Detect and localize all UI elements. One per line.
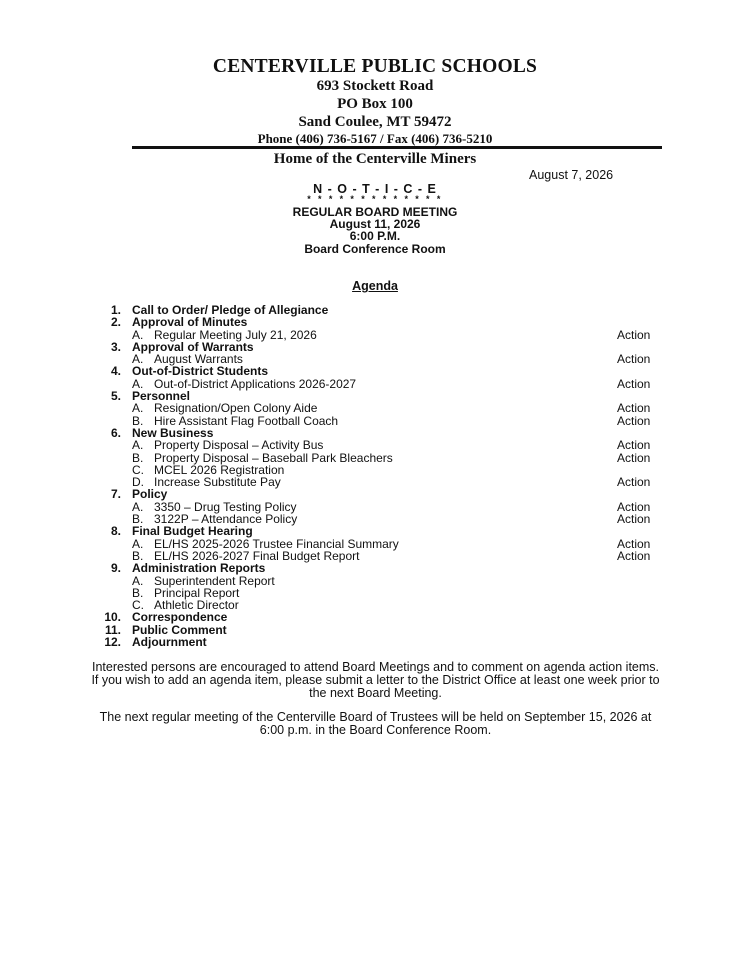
- agenda-item: [100, 488, 660, 500]
- agenda-action-label: Action: [617, 499, 651, 514]
- agenda-subitem-letter: A.: [132, 573, 144, 588]
- agenda-item-number: 2.: [110, 315, 121, 330]
- agenda-subitem-text: Property Disposal – Baseball Park Bleachers: [154, 450, 393, 465]
- agenda-item-title: Administration Reports: [132, 561, 266, 576]
- agenda-subitem-letter: C.: [132, 462, 144, 477]
- agenda-subitem-letter: A.: [132, 352, 144, 367]
- agenda-subitem-text: Increase Substitute Pay: [154, 475, 281, 490]
- agenda-subitem-letter: C.: [132, 598, 144, 613]
- agenda-subitem-text: Athletic Director: [154, 598, 239, 613]
- agenda-subitem: [100, 452, 660, 464]
- agenda-action-label: Action: [617, 536, 651, 551]
- agenda-action-label: Action: [617, 438, 651, 453]
- agenda-subitem-text: Out-of-District Applications 2026-2027: [154, 376, 357, 391]
- agenda-action-label: Action: [617, 475, 651, 490]
- agenda-subitem-letter: B.: [132, 585, 144, 600]
- agenda-item: [100, 611, 660, 623]
- agenda-item-number: 12.: [104, 635, 121, 650]
- agenda-item: [100, 636, 660, 648]
- agenda-subitem: [100, 575, 660, 587]
- agenda-action-label: Action: [617, 413, 651, 428]
- agenda-item-title: Correspondence: [132, 610, 228, 625]
- agenda-item-title: Policy: [132, 487, 168, 502]
- agenda-subitem-text: Superintendent Report: [154, 573, 275, 588]
- agenda-item: [100, 316, 660, 328]
- agenda-subitem-text: Hire Assistant Flag Football Coach: [154, 413, 339, 428]
- agenda-subitem-text: Property Disposal – Activity Bus: [154, 438, 324, 453]
- agenda-item-title: Adjournment: [132, 635, 207, 650]
- city-state-zip: Sand Coulee, MT 59472: [298, 114, 452, 130]
- phone-fax: Phone (406) 736-5167 / Fax (406) 736-5210: [257, 131, 493, 146]
- notice-date: August 7, 2026: [529, 168, 614, 182]
- header-divider: [132, 146, 662, 149]
- next-meeting-note: The next regular meeting of the Centerville Board of Trustees will be held on September 15, 2026 at 6:00 p.m. in the Board Conference Room.: [99, 710, 652, 737]
- meeting-place: Board Conference Room: [304, 242, 446, 256]
- agenda-item-title: New Business: [132, 425, 214, 440]
- agenda-action-label: Action: [617, 401, 651, 416]
- school-motto: Home of the Centerville Miners: [273, 151, 477, 167]
- agenda-heading: Agenda: [352, 279, 398, 293]
- agenda-item-number: 11.: [104, 622, 121, 637]
- agenda-item-number: 7.: [110, 487, 121, 502]
- meeting-time: 6:00 P.M.: [349, 229, 401, 243]
- agenda-subitem: [100, 402, 660, 414]
- agenda-subitem-text: Principal Report: [154, 585, 240, 600]
- agenda-subitem-letter: D.: [132, 475, 144, 490]
- agenda-subitem-text: EL/HS 2026-2027 Final Budget Report: [154, 548, 360, 563]
- agenda-item-number: 6.: [110, 425, 121, 440]
- agenda-action-label: Action: [617, 352, 651, 367]
- attendance-note: Interested persons are encouraged to attend Board Meetings and to comment on agenda action items. If you wish to add an agenda item, please submit a letter to the District Office at least one week prior to the next Board Meeting.: [91, 660, 660, 700]
- agenda-subitem-letter: A.: [132, 438, 144, 453]
- agenda-subitem-letter: A.: [132, 376, 144, 391]
- agenda-subitem-letter: A.: [132, 536, 144, 551]
- agenda-subitem-letter: A.: [132, 327, 144, 342]
- agenda-item-number: 8.: [110, 524, 121, 539]
- agenda-item: [100, 365, 660, 377]
- agenda-item-title: Final Budget Hearing: [132, 524, 253, 539]
- agenda-item-title: Personnel: [132, 389, 191, 404]
- agenda-subitem-letter: A.: [132, 401, 144, 416]
- agenda-subitem-text: MCEL 2026 Registration: [154, 462, 285, 477]
- agenda-subitem-text: EL/HS 2025-2026 Trustee Financial Summary: [154, 536, 399, 551]
- agenda-subitem-text: August Warrants: [154, 352, 243, 367]
- agenda-item-number: 1.: [110, 303, 121, 317]
- agenda-subitem-letter: B.: [132, 548, 144, 563]
- notice-stars: * * * * * * * * * * * * *: [307, 194, 443, 204]
- agenda-item-number: 3.: [110, 339, 121, 354]
- agenda-subitem-text: 3350 – Drug Testing Policy: [154, 499, 297, 514]
- agenda-item-title: Approval of Warrants: [132, 339, 254, 354]
- agenda-subitem-letter: A.: [132, 499, 144, 514]
- agenda-item-number: 4.: [110, 364, 121, 379]
- agenda-action-label: Action: [617, 327, 651, 342]
- agenda-action-label: Action: [617, 376, 651, 391]
- school-name: CENTERVILLE PUBLIC SCHOOLS: [212, 56, 538, 77]
- agenda-item-title: Public Comment: [132, 622, 227, 637]
- agenda-subitem-letter: B.: [132, 450, 144, 465]
- agenda-item-title: Approval of Minutes: [132, 315, 248, 330]
- address-line-1: 693 Stockett Road: [316, 78, 434, 94]
- agenda-action-label: Action: [617, 512, 651, 527]
- agenda-list: [100, 304, 660, 648]
- agenda-item-number: 5.: [110, 389, 121, 404]
- agenda-action-label: Action: [617, 548, 651, 563]
- agenda-item-number: 9.: [110, 561, 121, 576]
- agenda-subitem: [100, 476, 660, 488]
- agenda-subitem-text: Regular Meeting July 21, 2026: [154, 327, 317, 342]
- meeting-type: REGULAR BOARD MEETING: [292, 205, 458, 219]
- agenda-item-title: Out-of-District Students: [132, 364, 268, 379]
- address-line-2: PO Box 100: [337, 96, 413, 112]
- agenda-subitem: [100, 439, 660, 451]
- agenda-action-label: Action: [617, 450, 651, 465]
- agenda-item: [100, 562, 660, 574]
- meeting-date: August 11, 2026: [329, 217, 421, 231]
- agenda-item-number: 10.: [104, 610, 121, 625]
- agenda-item: [100, 525, 660, 537]
- agenda-subitem-text: Resignation/Open Colony Aide: [154, 401, 318, 416]
- agenda-item-title: Call to Order/ Pledge of Allegiance: [132, 303, 329, 317]
- agenda-subitem-letter: B.: [132, 512, 144, 527]
- agenda-subitem-text: 3122P – Attendance Policy: [154, 512, 298, 527]
- notice-label: N - O - T - I - C - E: [313, 182, 437, 196]
- agenda-subitem-letter: B.: [132, 413, 144, 428]
